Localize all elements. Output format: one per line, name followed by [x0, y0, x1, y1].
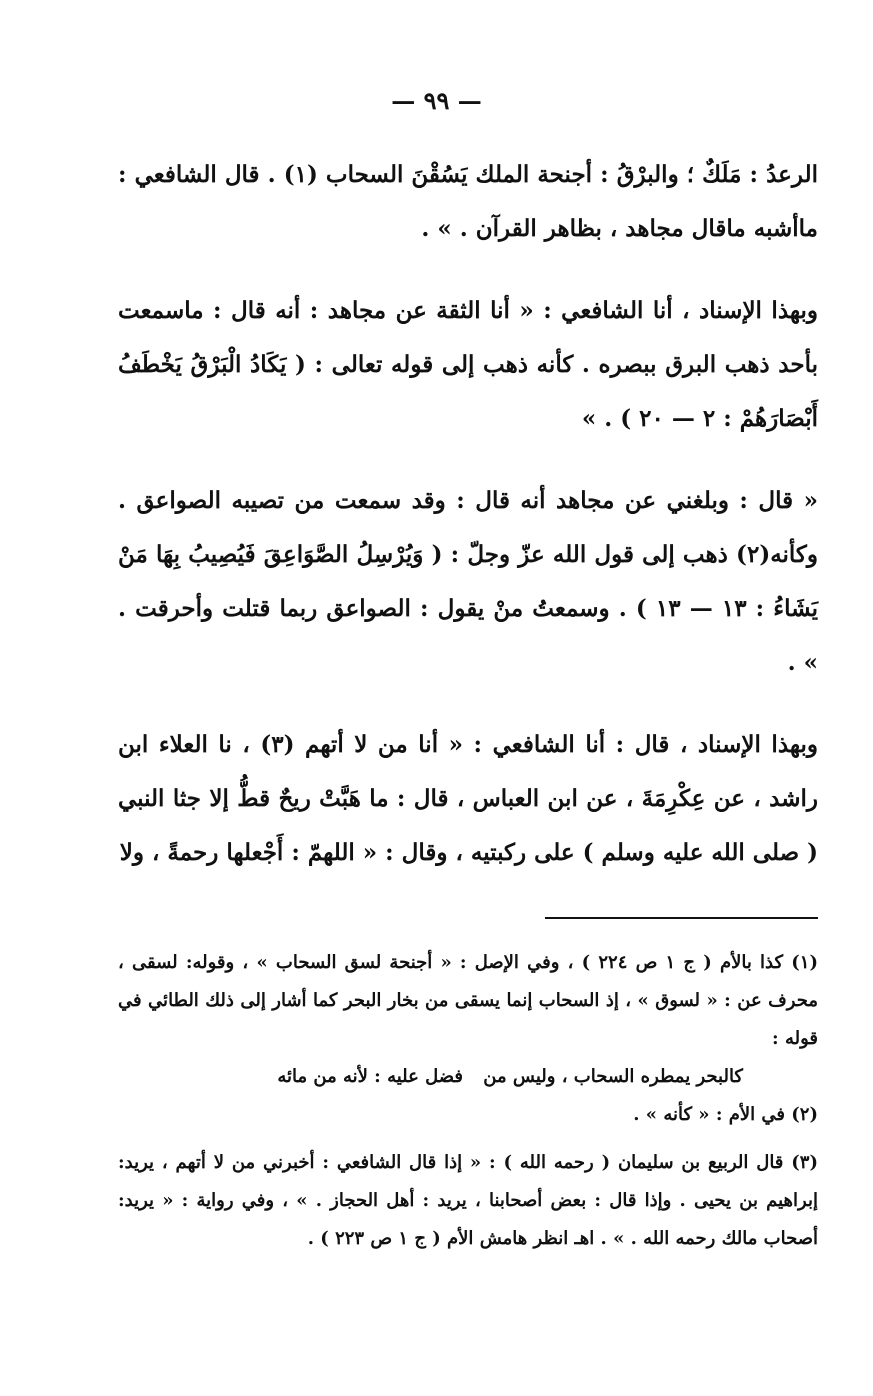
- main-text: [118, 148, 818, 880]
- footnote-3: (٣) قال الربيع بن سليمان ( رحمه الله ) : « إذا قال الشافعي : أخبرني من لا أتهم ، يريد: إبراهيم بن يحيى . وإذا قال : بعض أصحابنا ، يريد : أهل الحجاز . » ، وفي رواية : « يريد: أصحاب مالك رحمه الله . » . اهـ انظر هامش الأم ( ج ١ ص ٢٢٣ ) .: [118, 1152, 818, 1249]
- paragraph-3: « قال : وبلغني عن مجاهد أنه قال : وقد سمعت من تصيبه الصواعق . وكأنه(٢) ذهب إلى قول الله عزّ وجلّ : ( وَيُرْسِلُ الصَّوَاعِقَ فَيُصِيبُ بِهَا مَنْ يَشَاءُ : ١٣ — ١٣ ) . وسمعتُ منْ يقول : الصواعق ربما قتلت وأحرقت . » .: [118, 487, 819, 676]
- verse-first-hemistich: كالبحر يمطره السحاب ، وليس من: [483, 1066, 743, 1087]
- paragraph-4: وبهذا الإسناد ، قال : أنا الشافعي : « أنا من لا أتهم (٣) ، نا العلاء ابن راشد ، عن عِكْرِمَةَ ، عن ابن العباس ، قال : ما هَبَّتْ ريحٌ قطُّ إلا جثا النبي ( صلى الله عليه وسلم ) على ركبتيه ، وقال : « اللهمّ : أَجْعلها رحمةً ، ولا: [118, 731, 819, 866]
- page-number: — ٩٩ —: [391, 86, 482, 115]
- footnote-divider: [545, 917, 818, 919]
- paragraph-2: وبهذا الإسناد ، أنا الشافعي : « أنا الثقة عن مجاهد : أنه قال : ماسمعت بأحد ذهب البرق ببصره . كأنه ذهب إلى قوله تعالى : ( يَكَادُ الْبَرْقُ يَخْطَفُ أَبْصَارَهُمْ : ٢ — ٢٠ ) . »: [118, 297, 818, 432]
- paragraph-gap: [118, 256, 818, 284]
- footnote-1: (١) كذا بالأم ( ج ١ ص ٢٢٤ ) ، وفي الإصل : « أجنحة لسق السحاب » ، وقوله: لسقى ، محرف عن : « لسوق » ، إذ السحاب إنما يسقى من بخار البحر كما أشار إلى ذلك الطائي في قوله :: [118, 952, 818, 1049]
- footnote-gap: [118, 1134, 818, 1144]
- verse-second-hemistich: فضل عليه : لأنه من مائه: [277, 1066, 463, 1087]
- footnotes: [118, 944, 818, 1258]
- paragraph-gap: [118, 446, 818, 474]
- paragraph-gap: [118, 690, 818, 718]
- footnote-2: (٢) في الأم : « كأنه » .: [633, 1104, 818, 1125]
- paragraph-1: الرعدُ : مَلَكٌ ؛ والبرْقُ : أجنحة الملك يَسُقْنَ السحاب (١) . قال الشافعي : ماأشبه ماقال مجاهد ، بظاهر القرآن . » .: [118, 161, 818, 242]
- poetry-verse: [118, 1058, 818, 1096]
